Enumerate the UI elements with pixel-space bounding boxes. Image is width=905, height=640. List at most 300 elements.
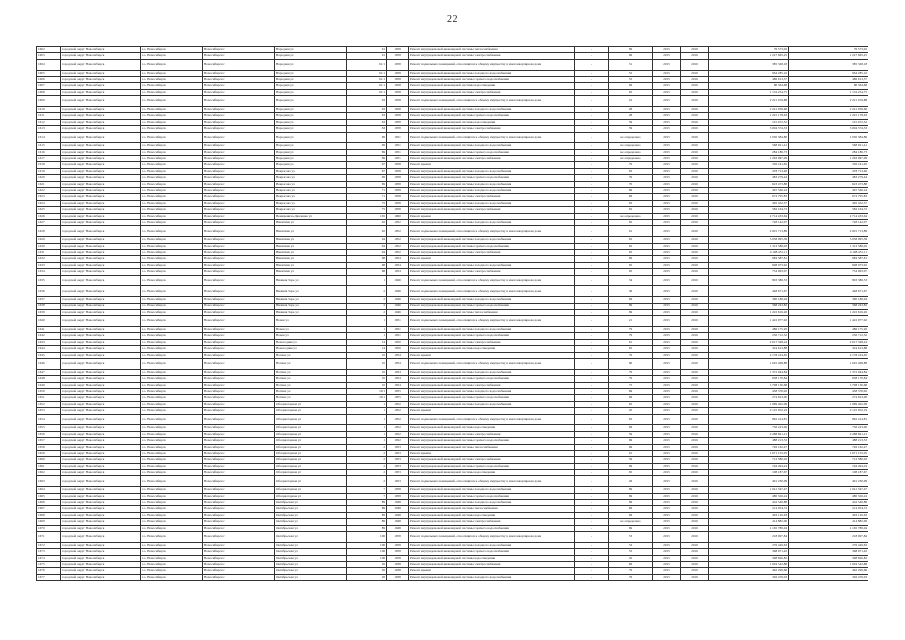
year-cell: 1952 — [387, 243, 409, 249]
cost-cell: 284 186,73 — [709, 149, 789, 155]
work-type-cell: Ремонт внутридомовой инженерной системы электроснабжения — [409, 269, 575, 275]
end-year-cell: 2016 — [681, 369, 709, 375]
year-cell: 1958 — [387, 493, 409, 499]
district-cell: городской округ Новосибирск — [61, 444, 141, 450]
house-cell: 2 — [347, 303, 387, 309]
district-cell: городской округ Новосибирск — [61, 359, 141, 370]
end-year-cell: 2016 — [681, 309, 709, 315]
cost-cell: 754 093,07 — [709, 269, 789, 275]
locality-cell: Новосибирск г — [203, 346, 275, 352]
work-type-cell: Ремонт крыши — [409, 352, 575, 358]
start-year-cell: 2015 — [653, 525, 681, 531]
year-cell: 1946 — [387, 286, 409, 297]
end-year-cell: 2016 — [681, 438, 709, 444]
total-cost-cell: 218 007,84 — [789, 532, 869, 543]
district-cell: городской округ Новосибирск — [61, 389, 141, 395]
city-cell: г.о. Новосибирск — [141, 249, 203, 255]
locality-cell: Новосибирск г — [203, 269, 275, 275]
end-year-cell: 2016 — [681, 143, 709, 149]
dash-cell: - — [575, 333, 609, 339]
city-cell: г.о. Новосибирск — [141, 303, 203, 309]
total-cost-cell: 673 795,83 — [789, 194, 869, 200]
locality-cell: Новосибирск г — [203, 487, 275, 493]
service-life-cell: 69 — [609, 83, 653, 89]
dash-cell: - — [575, 561, 609, 567]
start-year-cell: 2015 — [653, 506, 681, 512]
house-cell: 2 — [347, 470, 387, 476]
total-cost-cell: 1 708 136,68 — [789, 382, 869, 388]
street-cell: Народная ул — [275, 70, 347, 76]
city-cell: г.о. Новосибирск — [141, 542, 203, 548]
year-cell: 1958 — [387, 555, 409, 561]
street-cell: Нижняя Зорь ул — [275, 303, 347, 309]
row-number: 1619 — [37, 168, 61, 174]
street-cell: Никитина ул — [275, 269, 347, 275]
dash-cell: - — [575, 359, 609, 370]
work-type-cell: Ремонт крыши — [409, 408, 575, 414]
house-cell: 61/1 — [347, 59, 387, 70]
year-cell: 1958 — [387, 207, 409, 213]
end-year-cell: 2016 — [681, 431, 709, 437]
total-cost-cell: 86 364,68 — [789, 83, 869, 89]
total-cost-cell: 1 222 616,26 — [789, 309, 869, 315]
district-cell: городской округ Новосибирск — [61, 168, 141, 174]
locality-cell: Новосибирск г — [203, 126, 275, 132]
row-number: 1642 — [37, 333, 61, 339]
locality-cell: Новосибирск г — [203, 401, 275, 407]
dash-cell: - — [575, 408, 609, 414]
row-number: 1656 — [37, 431, 61, 437]
total-cost-cell: 726 162,47 — [789, 444, 869, 450]
start-year-cell: 2015 — [653, 382, 681, 388]
year-cell: 1960 — [387, 213, 409, 219]
district-cell: городской округ Новосибирск — [61, 476, 141, 487]
row-number: 1623 — [37, 194, 61, 200]
total-cost-cell: 198 187,67 — [789, 470, 869, 476]
cost-cell: 862 414,81 — [709, 414, 789, 425]
work-type-cell: Ремонт внутридомовой инженерной системы электроснабжения — [409, 457, 575, 463]
cost-cell: 2 178 224,65 — [709, 352, 789, 358]
total-cost-cell: 467 546,24 — [789, 188, 869, 194]
city-cell: г.о. Новосибирск — [141, 457, 203, 463]
year-cell: 1958 — [387, 126, 409, 132]
start-year-cell: 2015 — [653, 450, 681, 456]
locality-cell: Новосибирск г — [203, 119, 275, 125]
dash-cell: - — [575, 297, 609, 303]
house-cell: 10 — [347, 376, 387, 382]
row-number: 1649 — [37, 382, 61, 388]
street-cell: Октябрьская ул — [275, 555, 347, 561]
end-year-cell: 2016 — [681, 194, 709, 200]
start-year-cell: 2015 — [653, 316, 681, 327]
year-cell: 1954 — [387, 262, 409, 268]
house-cell: 2 — [347, 309, 387, 315]
year-cell: 1951 — [387, 143, 409, 149]
year-cell: 1948 — [387, 506, 409, 512]
service-life-cell: 79 — [609, 376, 653, 382]
dash-cell: - — [575, 327, 609, 333]
service-life-cell: не определено — [609, 143, 653, 149]
dash-cell: - — [575, 143, 609, 149]
dash-cell: - — [575, 132, 609, 143]
total-cost-cell: 493 120,63 — [789, 512, 869, 518]
city-cell: г.о. Новосибирск — [141, 226, 203, 237]
work-type-cell: Ремонт внутридомовой инженерной системы горячего водоснабжения — [409, 376, 575, 382]
start-year-cell: 2015 — [653, 568, 681, 574]
year-cell: 1950 — [387, 339, 409, 345]
row-number: 1606 — [37, 76, 61, 82]
district-cell: городской округ Новосибирск — [61, 175, 141, 181]
total-cost-cell: 1 263 967,09 — [789, 156, 869, 162]
row-number: 1632 — [37, 256, 61, 262]
work-type-cell: Ремонт внутридомовой инженерной системы горячего водоснабжения — [409, 243, 575, 249]
work-type-cell: Ремонт внутридомовой инженерной системы электроснабжения — [409, 194, 575, 200]
row-number: 1614 — [37, 132, 61, 143]
house-cell: 75 — [347, 207, 387, 213]
city-cell: г.о. Новосибирск — [141, 156, 203, 162]
city-cell: г.о. Новосибирск — [141, 512, 203, 518]
house-cell: 14 — [347, 339, 387, 345]
dash-cell: - — [575, 568, 609, 574]
row-number: 1673 — [37, 549, 61, 555]
street-cell: Обсерваторная ул — [275, 450, 347, 456]
city-cell: г.о. Новосибирск — [141, 376, 203, 382]
dash-cell: - — [575, 512, 609, 518]
start-year-cell: 2015 — [653, 425, 681, 431]
district-cell: городской округ Новосибирск — [61, 561, 141, 567]
end-year-cell: 2016 — [681, 512, 709, 518]
start-year-cell: 2015 — [653, 132, 681, 143]
locality-cell: Новосибирск г — [203, 414, 275, 425]
end-year-cell: 2016 — [681, 500, 709, 506]
street-cell: Октябрьская ул — [275, 506, 347, 512]
start-year-cell: 2015 — [653, 286, 681, 297]
year-cell: 1954 — [387, 352, 409, 358]
cost-cell: 728 142,07 — [709, 219, 789, 225]
end-year-cell: 2016 — [681, 297, 709, 303]
row-number: 1654 — [37, 414, 61, 425]
city-cell: г.о. Новосибирск — [141, 425, 203, 431]
end-year-cell: 2016 — [681, 450, 709, 456]
year-cell: 1958 — [387, 89, 409, 95]
end-year-cell: 2016 — [681, 207, 709, 213]
cost-cell: 1 312 586,02 — [709, 243, 789, 249]
cost-cell: 467 546,24 — [709, 188, 789, 194]
service-life-cell: не определено — [609, 132, 653, 143]
house-cell: 89 — [347, 500, 387, 506]
dash-cell: - — [575, 457, 609, 463]
start-year-cell: 2015 — [653, 542, 681, 548]
end-year-cell: 2016 — [681, 316, 709, 327]
service-life-cell: 65 — [609, 219, 653, 225]
table-row — [37, 226, 869, 237]
total-cost-cell: 478 713,46 — [789, 168, 869, 174]
total-cost-cell: 1 227 665,25 — [789, 53, 869, 59]
house-cell: 26 — [347, 568, 387, 574]
total-cost-cell: 368 243,82 — [789, 303, 869, 309]
year-cell: 1953 — [387, 444, 409, 450]
start-year-cell: 2015 — [653, 207, 681, 213]
locality-cell: Новосибирск г — [203, 53, 275, 59]
house-cell: 26 — [347, 561, 387, 567]
total-cost-cell: 2 221 019,88 — [789, 96, 869, 107]
city-cell: г.о. Новосибирск — [141, 382, 203, 388]
end-year-cell: 2016 — [681, 262, 709, 268]
dash-cell: - — [575, 506, 609, 512]
year-cell: 1952 — [387, 425, 409, 431]
year-cell: 1958 — [387, 53, 409, 59]
start-year-cell: 2015 — [653, 149, 681, 155]
locality-cell: Новосибирск г — [203, 376, 275, 382]
row-number: 1653 — [37, 408, 61, 414]
dash-cell: - — [575, 47, 609, 53]
district-cell: городской округ Новосибирск — [61, 574, 141, 580]
work-type-cell: Ремонт внутридомовой инженерной системы холодного водоснабжения — [409, 327, 575, 333]
dash-cell: - — [575, 53, 609, 59]
start-year-cell: 2015 — [653, 243, 681, 249]
locality-cell: Новосибирск г — [203, 70, 275, 76]
work-type-cell: Ремонт внутридомовой инженерной системы теплоснабжения — [409, 506, 575, 512]
end-year-cell: 2016 — [681, 275, 709, 286]
service-life-cell: 75 — [609, 382, 653, 388]
start-year-cell: 2015 — [653, 532, 681, 543]
dash-cell: - — [575, 181, 609, 187]
district-cell: городской округ Новосибирск — [61, 339, 141, 345]
start-year-cell: 2015 — [653, 194, 681, 200]
district-cell: городской округ Новосибирск — [61, 113, 141, 119]
start-year-cell: 2015 — [653, 512, 681, 518]
house-cell: 67 — [347, 168, 387, 174]
year-cell: 1954 — [387, 376, 409, 382]
city-cell: г.о. Новосибирск — [141, 106, 203, 112]
work-type-cell: Ремонт внутридомовой инженерной системы горячего водоснабжения — [409, 76, 575, 82]
city-cell: г.о. Новосибирск — [141, 346, 203, 352]
city-cell: г.о. Новосибирск — [141, 395, 203, 401]
year-cell: 1948 — [387, 512, 409, 518]
table-row — [37, 476, 869, 487]
total-cost-cell: 414 882,06 — [789, 519, 869, 525]
district-cell: городской округ Новосибирск — [61, 286, 141, 297]
total-cost-cell: 3 058 995,39 — [789, 237, 869, 243]
service-life-cell: 69 — [609, 500, 653, 506]
start-year-cell: 2015 — [653, 76, 681, 82]
end-year-cell: 2016 — [681, 89, 709, 95]
dash-cell: - — [575, 555, 609, 561]
street-cell: Никитина ул — [275, 256, 347, 262]
start-year-cell: 2015 — [653, 561, 681, 567]
city-cell: г.о. Новосибирск — [141, 463, 203, 469]
city-cell: г.о. Новосибирск — [141, 359, 203, 370]
city-cell: г.о. Новосибирск — [141, 207, 203, 213]
year-cell: 1946 — [387, 303, 409, 309]
year-cell: 1953 — [387, 476, 409, 487]
start-year-cell: 2015 — [653, 431, 681, 437]
dash-cell: - — [575, 352, 609, 358]
start-year-cell: 2015 — [653, 168, 681, 174]
row-number: 1634 — [37, 269, 61, 275]
work-type-cell: Ремонт внутридомовой инженерной системы холодного водоснабжения — [409, 106, 575, 112]
work-type-cell: Ремонт подвальных помещений, относящихся к общему имуществу в многоквартирном доме — [409, 316, 575, 327]
street-cell: Народная ул — [275, 149, 347, 155]
start-year-cell: 2015 — [653, 519, 681, 525]
work-type-cell: Ремонт внутридомовой инженерной системы электроснабжения — [409, 339, 575, 345]
locality-cell: Новосибирск г — [203, 76, 275, 82]
service-life-cell: 61 — [609, 450, 653, 456]
city-cell: г.о. Новосибирск — [141, 47, 203, 53]
service-life-cell: 28 — [609, 113, 653, 119]
city-cell: г.о. Новосибирск — [141, 200, 203, 206]
district-cell: городской округ Новосибирск — [61, 256, 141, 262]
start-year-cell: 2015 — [653, 401, 681, 407]
year-cell: 1954 — [387, 382, 409, 388]
street-cell: Некрасова ул — [275, 200, 347, 206]
street-cell: Обсерваторная ул — [275, 463, 347, 469]
district-cell: городской округ Новосибирск — [61, 275, 141, 286]
street-cell: Народная ул — [275, 126, 347, 132]
cost-cell: 1 045 408,88 — [709, 359, 789, 370]
locality-cell: Новосибирск г — [203, 213, 275, 219]
street-cell: Народная ул — [275, 53, 347, 59]
end-year-cell: 2016 — [681, 59, 709, 70]
locality-cell: Новосибирск г — [203, 243, 275, 249]
dash-cell: - — [575, 450, 609, 456]
year-cell: 1952 — [387, 219, 409, 225]
city-cell: г.о. Новосибирск — [141, 89, 203, 95]
year-cell: 1953 — [387, 470, 409, 476]
work-type-cell: Ремонт внутридомовой инженерной системы холодного водоснабжения — [409, 401, 575, 407]
dash-cell: - — [575, 119, 609, 125]
service-life-cell: 28 — [609, 106, 653, 112]
service-life-cell: 65 — [609, 89, 653, 95]
work-type-cell: Ремонт крыши — [409, 162, 575, 168]
cost-cell: 76 573,02 — [709, 47, 789, 53]
cost-cell: 486 613,57 — [709, 76, 789, 82]
locality-cell: Новосибирск г — [203, 450, 275, 456]
start-year-cell: 2015 — [653, 47, 681, 53]
locality-cell: Новосибирск г — [203, 359, 275, 370]
start-year-cell: 2015 — [653, 213, 681, 219]
end-year-cell: 2016 — [681, 457, 709, 463]
start-year-cell: 2015 — [653, 438, 681, 444]
year-cell: 1955 — [387, 395, 409, 401]
row-number: 1630 — [37, 243, 61, 249]
locality-cell: Новосибирск г — [203, 132, 275, 143]
locality-cell: Новосибирск г — [203, 438, 275, 444]
row-number: 1661 — [37, 463, 61, 469]
row-number: 1637 — [37, 297, 61, 303]
service-life-cell: 69 — [609, 425, 653, 431]
locality-cell: Новосибирск г — [203, 339, 275, 345]
service-life-cell: 45 — [609, 555, 653, 561]
dash-cell: - — [575, 156, 609, 162]
year-cell: 1952 — [387, 431, 409, 437]
street-cell: Обсерваторная ул — [275, 476, 347, 487]
street-cell: Никитина ул — [275, 219, 347, 225]
total-cost-cell: 712 580,02 — [789, 457, 869, 463]
end-year-cell: 2016 — [681, 574, 709, 580]
end-year-cell: 2016 — [681, 47, 709, 53]
dash-cell: - — [575, 476, 609, 487]
locality-cell: Новосибирск г — [203, 219, 275, 225]
locality-cell: Новосибирск г — [203, 175, 275, 181]
year-cell: 1958 — [387, 542, 409, 548]
year-cell: 1958 — [387, 113, 409, 119]
house-cell: 71 — [347, 194, 387, 200]
dash-cell: - — [575, 414, 609, 425]
locality-cell: Новосибирск г — [203, 574, 275, 580]
district-cell: городской округ Новосибирск — [61, 188, 141, 194]
street-cell: Октябрьская ул — [275, 568, 347, 574]
district-cell: городской округ Новосибирск — [61, 425, 141, 431]
row-number: 1615 — [37, 143, 61, 149]
end-year-cell: 2016 — [681, 175, 709, 181]
year-cell: 1958 — [387, 181, 409, 187]
locality-cell: Новосибирск г — [203, 568, 275, 574]
dash-cell: - — [575, 149, 609, 155]
work-type-cell: Ремонт внутридомовой инженерной системы горячего водоснабжения — [409, 493, 575, 499]
city-cell: г.о. Новосибирск — [141, 181, 203, 187]
house-cell: 63 — [347, 126, 387, 132]
cost-cell: 2 125 952,19 — [709, 408, 789, 414]
service-life-cell: 53 — [609, 542, 653, 548]
year-cell: 1951 — [387, 327, 409, 333]
district-cell: городской округ Новосибирск — [61, 470, 141, 476]
dash-cell: - — [575, 549, 609, 555]
total-cost-cell: 486 175,26 — [789, 327, 869, 333]
service-life-cell: не определено — [609, 213, 653, 219]
service-life-cell: 69 — [609, 309, 653, 315]
total-cost-cell: 164 494,24 — [789, 463, 869, 469]
start-year-cell: 2015 — [653, 470, 681, 476]
city-cell: г.о. Новосибирск — [141, 431, 203, 437]
dash-cell: - — [575, 243, 609, 249]
street-cell: Обсерваторная ул — [275, 444, 347, 450]
total-cost-cell: 486 613,57 — [789, 76, 869, 82]
year-cell: 1951 — [387, 132, 409, 143]
street-cell: Октябрьская ул — [275, 561, 347, 567]
work-type-cell: Ремонт внутридомовой инженерной системы водоотведения — [409, 346, 575, 352]
city-cell: г.о. Новосибирск — [141, 237, 203, 243]
service-life-cell: 69 — [609, 297, 653, 303]
total-cost-cell: 483 279,44 — [789, 175, 869, 181]
house-cell: 1 — [347, 438, 387, 444]
row-number: 1620 — [37, 175, 61, 181]
locality-cell: Новосибирск г — [203, 96, 275, 107]
start-year-cell: 2015 — [653, 376, 681, 382]
service-life-cell: 53 — [609, 532, 653, 543]
district-cell: городской округ Новосибирск — [61, 237, 141, 243]
street-cell: Нижняя Зорь ул — [275, 286, 347, 297]
year-cell: 1958 — [387, 83, 409, 89]
total-cost-cell: 398 820,82 — [789, 555, 869, 561]
work-type-cell: Ремонт внутридомовой инженерной системы холодного водоснабжения — [409, 369, 575, 375]
year-cell: 1958 — [387, 532, 409, 543]
row-number: 1613 — [37, 126, 61, 132]
cost-cell: 3 058 995,39 — [709, 237, 789, 243]
cost-cell: 568 021,41 — [709, 143, 789, 149]
row-number: 1603 — [37, 53, 61, 59]
service-life-cell: 65 — [609, 200, 653, 206]
service-life-cell: 69 — [609, 303, 653, 309]
street-cell: Обсерваторная ул — [275, 414, 347, 425]
locality-cell: Новосибирск г — [203, 327, 275, 333]
street-cell: Обсерваторная ул — [275, 438, 347, 444]
start-year-cell: 2015 — [653, 181, 681, 187]
city-cell: г.о. Новосибирск — [141, 175, 203, 181]
start-year-cell: 2015 — [653, 555, 681, 561]
work-type-cell: Ремонт внутридомовой инженерной системы водоотведения — [409, 83, 575, 89]
district-cell: городской округ Новосибирск — [61, 132, 141, 143]
